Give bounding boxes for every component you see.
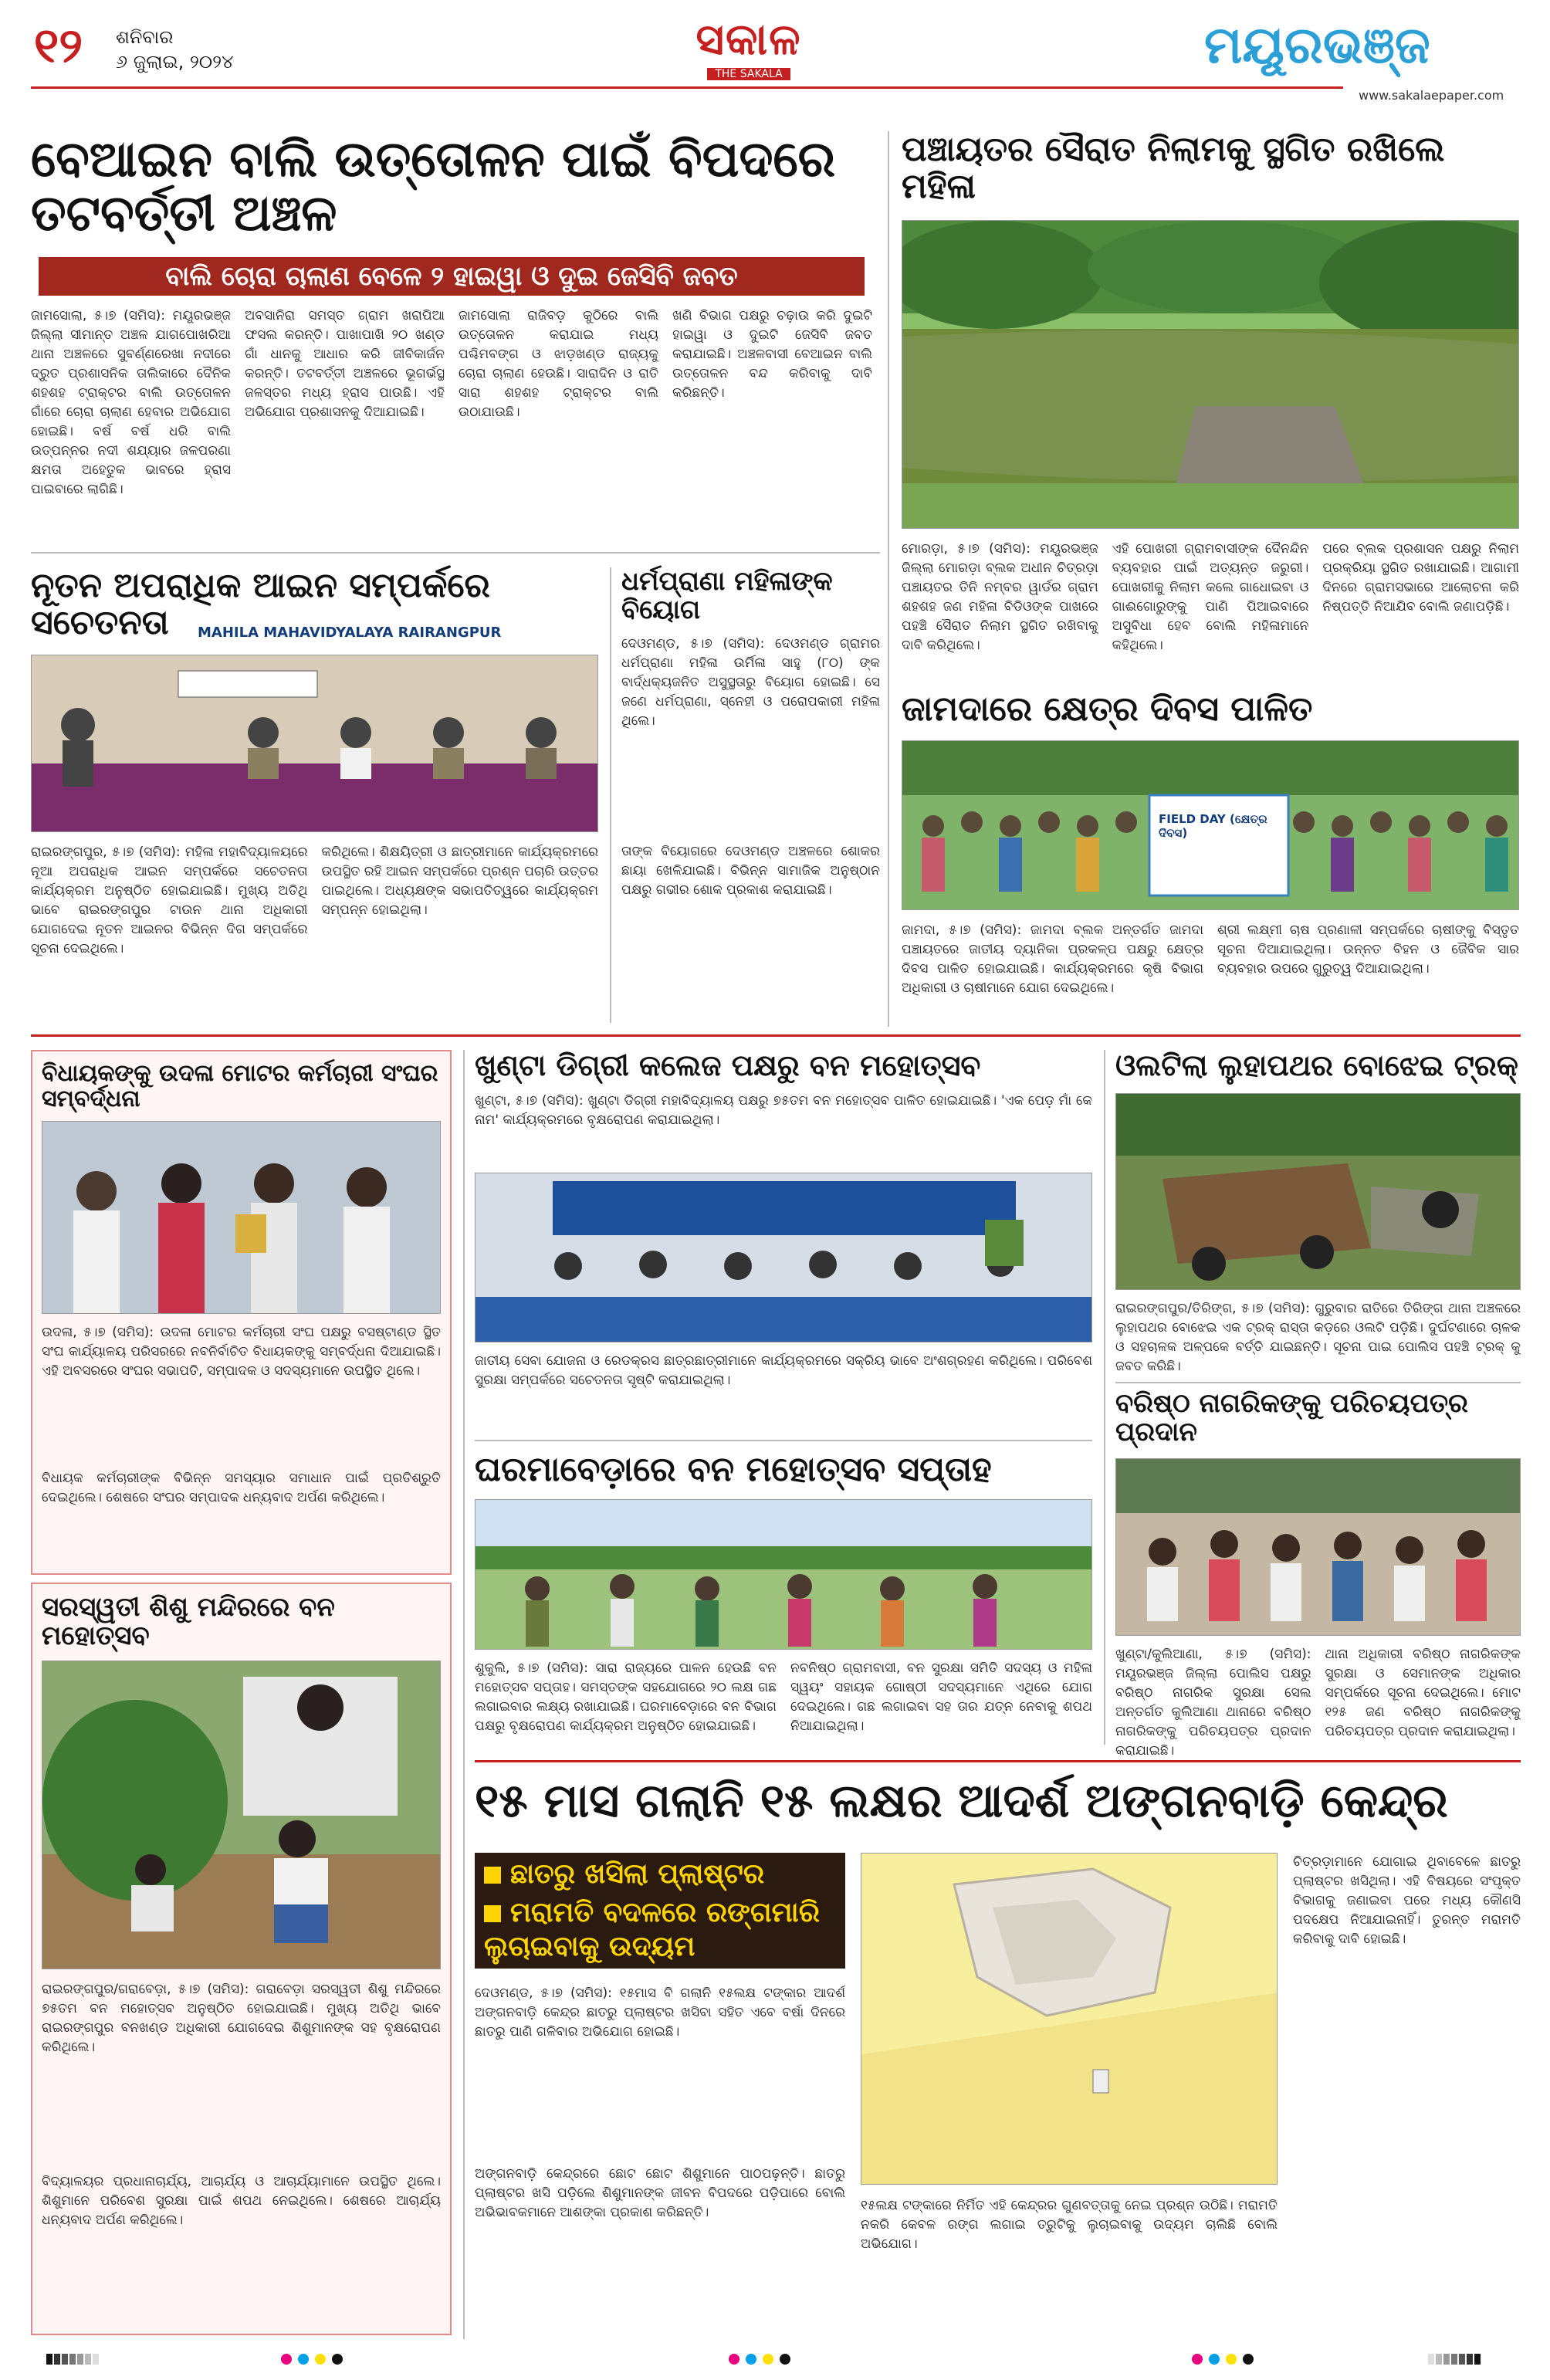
college-event-illustration	[475, 1173, 1092, 1342]
color-dots	[278, 2353, 346, 2368]
body-column: ଶୁକୁଲି, ୫।୭ (ସମିସ): ସାରା ରାଜ୍ୟରେ ପାଳନ ହେଉଛି ବନ ମହୋତ୍ସବ ସପ୍ତାହ। ସମସ୍ତଙ୍କ ସହଯୋଗରେ ୨୦ ଲକ୍ଷ ଗଛ ଲଗାଇବାର ଲକ୍ଷ୍ୟ ରଖାଯାଇଛି। ଘରମାବେଡ଼ାରେ ବନ ବିଭାଗ ପକ୍ଷରୁ ବୃକ୍ଷରୋପଣ କାର୍ଯ୍ୟକ୍ରମ ଅନୁଷ୍ଠିତ ହୋଇଯାଇଛି।	[475, 1661, 777, 1735]
story-headline: ଜାମଦାରେ କ୍ଷେତ୍ର ଦିବସ ପାଳିତ	[902, 689, 1313, 729]
body-column: ୧୫ଲକ୍ଷ ଟଙ୍କାରେ ନିର୍ମିତ ଏହି କେନ୍ଦ୍ରର ଗୁଣବତ୍ତାକୁ ନେଇ ପ୍ରଶ୍ନ ଉଠିଛି। ମରାମତି ନକରି କେବଳ ରଙ୍ଗ ଲଗାଇ ତ୍ରୁଟିକୁ ଲୁଚାଇବାକୁ ଉଦ୍ୟମ ଚାଲିଛି ବୋଲି ଅଭିଯୋଗ।	[861, 2198, 1278, 2252]
story-body-right	[1293, 1853, 1521, 2331]
story-gharmabeda	[475, 1451, 1092, 1817]
body-column: ରାଇରଙ୍ଗପୁର/ତିରିଙ୍ଗ, ୫।୭ (ସମିସ): ଗୁରୁବାର ରାତିରେ ତିରିଙ୍ଗ ଥାନା ଅଞ୍ଚଳରେ ଲୁହାପଥର ବୋଝେଇ ଏକ ଟ୍ରକ୍ ରାସ୍ତା କଡ଼ରେ ଓଲଟି ପଡ଼ିଛି। ଦୁର୍ଘଟଣାରେ ଚାଳକ ଓ ସହଚାଳକ ଅଳ୍ପକେ ବର୍ତ୍ତି ଯାଇଛନ୍ତି। ସୂଚନା ପାଇ ପୋଲିସ ପହଞ୍ଚି ଟ୍ରକ୍ କୁ ଜବତ କରିଛି।	[1115, 1300, 1521, 1374]
body-column: ମୋରଡ଼ା, ୫।୭ (ସମିସ): ମୟୂରଭଞ୍ଜ ଜିଲ୍ଲା ମୋରଡ଼ା ବ୍ଲକ ଅଧୀନ ଚିତ୍ରଡ଼ା ପଞ୍ଚାୟତର ତିନି ନମ୍ବର ୱାର୍ଡର ଗ୍ରାମ ଶହଶହ ଜଣ ମହିଳା ବିଡିଓଙ୍କ ପାଖରେ ପହଞ୍ଚି ସୈରାତ ନିଲାମ ସ୍ଥଗିତ ରଖିବାକୁ ଦାବି କରିଥିଲେ।	[902, 540, 1098, 653]
story-headline: ୧୫ ମାସ ଗଲାନି ୧୫ ଲକ୍ଷର ଆଦର୍ଶ ଅଙ୍ଗନବାଡ଼ି କେନ୍ଦ୍ର	[475, 1774, 1448, 1828]
body-column: ପରେ ବ୍ଲକ ପ୍ରଶାସନ ପକ୍ଷରୁ ନିଲାମ ପ୍ରକ୍ରିୟା ସ୍ଥଗିତ ରଖାଯାଇଛି। ଆଗାମୀ ଦିନରେ ଗ୍ରାମସଭାରେ ଆଲୋଚନା କରି ନିଷ୍ପତ୍ତି ନିଆଯିବ ବୋଲି ଜଣାପଡ଼ିଛି।	[1322, 540, 1520, 614]
section-rule	[475, 1760, 1521, 1762]
ceiling-illustration	[861, 1854, 1278, 2185]
senior-citizens-illustration	[1116, 1459, 1521, 1636]
story-senior-citizens	[1115, 1390, 1521, 1788]
story-body-middle	[861, 2196, 1278, 2335]
body-column: ଦେଓମଣ୍ଡ, ୫।୭ (ସମିସ): ୧୫ମାସ ବି ଗଲାନି ୧୫ଲକ୍ଷ ଟଙ୍କାର ଆଦର୍ଶ ଅଙ୍ଗନବାଡ଼ି କେନ୍ଦ୍ର ଛାତରୁ ପ୍ଲାଷ୍ଟର ଖସିବା ସହିତ ଏବେ ବର୍ଷା ଦିନରେ ଛାତରୁ ପାଣି ଗଳିବାର ଅଭିଯୋଗ ହୋଇଛି।	[475, 1986, 845, 2040]
story-headline: ସରସ୍ୱତୀ ଶିଶୁ ମନ୍ଦିରରେ ବନ ମହୋତ୍ସବ	[42, 1592, 335, 1652]
column-divider	[610, 567, 611, 1023]
bullet-text: ମରାମତି ବଦଳରେ ରଙ୍ଗମାରି ଲୁଚାଇବାକୁ ଉଦ୍ୟମ	[484, 1897, 821, 1962]
truck-photo	[1115, 1093, 1521, 1290]
highlight-bullet	[475, 1896, 845, 1964]
body-column: ଖଣି ବିଭାଗ ପକ୍ଷରୁ ଚଢ଼ାଉ କରି ଦୁଇଟି ହାଇୱା ଓ ଦୁଇଟି ଜେସିବି ଜବତ କରାଯାଇଛି। ଅଞ୍ଚଳବାସୀ ବେଆଇନ ବାଲି ଉତ୍ତୋଳନ ବନ୍ଦ କରିବାକୁ ଦାବି କରିଛନ୍ତି।	[672, 307, 872, 401]
body-column: ବିଧାୟକ କର୍ମଚାରୀଙ୍କ ବିଭିନ୍ନ ସମସ୍ୟାର ସମାଧାନ ପାଇଁ ପ୍ରତିଶ୍ରୁତି ଦେଇଥିଲେ। ଶେଷରେ ସଂଘର ସମ୍ପାଦକ ଧନ୍ୟବାଦ ଅର୍ପଣ କରିଥିଲେ।	[42, 1471, 441, 1505]
date: ୬ ଜୁଲାଇ, ୨୦୨୪	[116, 51, 234, 73]
color-dots	[1189, 2353, 1257, 2368]
seminar-illustration	[32, 655, 598, 832]
story-khunta-college	[475, 1050, 1092, 1444]
tree-planting-illustration	[475, 1500, 1092, 1650]
section-title: ମୟୂରଭଞ୍ଜ	[1204, 15, 1430, 75]
body-column: ରାଇରଙ୍ଗପୁର/ଗରାବେଡ଼ା, ୫।୭ (ସମିସ): ଗରାବେଡ଼ା ସରସ୍ୱତୀ ଶିଶୁ ମନ୍ଦିରରେ ୭୫ତମ ବନ ମହୋତ୍ସବ ଅନୁଷ୍ଠିତ ହୋଇଯାଇଛି। ମୁଖ୍ୟ ଅତିଥି ଭାବେ ରାଇରଙ୍ଗପୁର ବନଖଣ୍ଡ ଅଧିକାରୀ ଯୋଗଦେଇ ଶିଶୁମାନଙ୍କ ସହ ବୃକ୍ଷରୋପଣ କରିଥିଲେ।	[42, 1981, 441, 2055]
story-headline: ବିଧାୟକଙ୍କୁ ଉଦଳା ମୋଟର କର୍ମଚାରୀ ସଂଘର ସମ୍ବର୍ଦ୍ଧନା	[42, 1060, 438, 1112]
story-body	[621, 635, 880, 1036]
body-column: ଥାନା ଅଧିକାରୀ ବରିଷ୍ଠ ନାଗରିକଙ୍କ ସୁରକ୍ଷା ଓ ସେମାନଙ୍କ ଅଧିକାର ସମ୍ପର୍କରେ ସୂଚନା ଦେଇଥିଲେ। ମୋଟ ୧୨୫ ଜଣ ବରିଷ୍ଠ ନାଗରିକଙ୍କୁ ପରିଚୟପତ୍ର ପ୍ରଦାନ କରାଯାଇଥିଲା।	[1325, 1646, 1521, 1739]
section-rule	[475, 1440, 1092, 1441]
bullet-square-icon	[484, 1905, 501, 1922]
damaged-ceiling-photo	[861, 1853, 1278, 2185]
seminar-photo: MAHILA MAHAVIDYALAYA RAIRANGPUR	[31, 655, 598, 832]
felicitation-photo	[42, 1121, 441, 1314]
story-anganwadi	[475, 1774, 1521, 2252]
body-column: ଏହି ପୋଖରୀ ଗ୍ରାମବାସୀଙ୍କ ଦୈନନ୍ଦିନ ବ୍ୟବହାର ପାଇଁ ଅତ୍ୟନ୍ତ ଜରୁରୀ। ପୋଖରୀକୁ ନିଲାମ କଲେ ଗାଧୋଇବା ଓ ଗାଈଗୋରୁଙ୍କୁ ପାଣି ପିଆଇବାରେ ଅସୁବିଧା ହେବ ବୋଲି ମହିଳାମାନେ କହିଥିଲେ।	[1112, 540, 1309, 653]
body-column: ଅବସାନିରା ସମସ୍ତ ଗ୍ରାମ ଖରାପିଆ ଫସଲ କରନ୍ତି। ପାଖାପାଖି ୨୦ ଖଣ୍ଡ ଗାଁ ଧାନକୁ ଆଧାର କରି ଜୀବିକାର୍ଜନ କରନ୍ତି। ତଟବର୍ତ୍ତୀ ଅଞ୍ଚଳରେ ଭୂଗର୍ଭସ୍ଥ ଜଳସ୍ତର ମଧ୍ୟ ହ୍ରାସ ପାଉଛି। ଏହି ଅଭିଯୋଗ ପ୍ରଶାସନକୁ ଦିଆଯାଇଛି।	[245, 307, 445, 420]
story-body	[1115, 1645, 1521, 1788]
color-dots	[726, 2353, 794, 2368]
story-sand-mining	[31, 133, 872, 561]
body-column: ନବନିଷ୍ଠ ଗ୍ରାମବାସୀ, ବନ ସୁରକ୍ଷା ସମିତି ସଦସ୍ୟ ଓ ମହିଳା ସ୍ୱୟଂ ସହାୟକ ଗୋଷ୍ଠୀ ସଦସ୍ୟମାନେ ଏଥିରେ ଯୋଗ ଦେଇଥିଲେ। ଗଛ ଲଗାଇବା ସହ ତାର ଯତ୍ନ ନେବାକୁ ଶପଥ ନିଆଯାଇଥିଲା।	[790, 1661, 1092, 1735]
story-headline: ଧର୍ମପ୍ରାଣା ମହିଳାଙ୍କ ବିୟୋଗ	[621, 566, 833, 626]
section-rule	[31, 1034, 1521, 1037]
column-divider	[888, 131, 889, 1027]
story-body	[31, 306, 872, 561]
truck-illustration	[1116, 1094, 1521, 1290]
highlight-box	[475, 1853, 845, 1969]
bullet-square-icon	[484, 1867, 501, 1884]
page-number: ୧୨	[34, 17, 83, 73]
senior-citizens-photo	[1115, 1458, 1521, 1636]
story-headline: ବେଆଇନ ବାଲି ଉତ୍ତୋଳନ ପାଇଁ ବିପଦରେ ତଟବର୍ତ୍ତୀ ଅଞ୍ଚଳ	[31, 131, 836, 243]
story-headline: ବରିଷ୍ଠ ନାଗରିକଙ୍କୁ ପରିଚୟପତ୍ର ପ୍ରଦାନ	[1115, 1388, 1468, 1448]
print-registration-marks	[0, 2347, 1550, 2370]
story-obituary	[621, 567, 880, 1036]
website-link[interactable]: www.sakalaepaper.com	[1359, 88, 1504, 103]
college-event-photo	[475, 1173, 1092, 1342]
story-headline: ଓଲଟିଲା ଲୁହାପଥର ବୋଝେଇ ଟ୍ରକ୍	[1115, 1048, 1518, 1082]
grey-bars	[1428, 2353, 1482, 2368]
body-column: ତାଙ୍କ ବିୟୋଗରେ ଦେଓମଣ୍ଡ ଅଞ୍ଚଳରେ ଶୋକର ଛାୟା ଖେଳିଯାଇଛି। ବିଭିନ୍ନ ସାମାଜିକ ଅନୁଷ୍ଠାନ ପକ୍ଷରୁ ଗଭୀର ଶୋକ ପ୍ରକାଶ କରାଯାଇଛି।	[621, 843, 880, 898]
story-body	[42, 1980, 441, 2351]
body-column: କରିଥିଲେ। ଶିକ୍ଷୟିତ୍ରୀ ଓ ଛାତ୍ରୀମାନେ କାର୍ଯ୍ୟକ୍ରମରେ ଉପସ୍ଥିତ ରହି ଆଇନ ସମ୍ପର୍କରେ ପ୍ରଶ୍ନ ପଚାରି ଉତ୍ତର ପାଇଥିଲେ। ଅଧ୍ୟକ୍ଷଙ୍କ ସଭାପତିତ୍ୱରେ କାର୍ଯ୍ୟକ୍ରମ ସମ୍ପନ୍ନ ହୋଇଥିଲା।	[321, 844, 598, 918]
pond-illustration	[902, 221, 1519, 529]
column-divider	[1104, 1050, 1105, 1745]
body-column: ଜାମସୋଲା ରାଜିବଡ଼ କୁଠିରେ ବାଲି ଉତ୍ତୋଳନ କରାଯାଇ ମଧ୍ୟ ପଶ୍ଚିମବଙ୍ଗ ଓ ଝାଡ଼ଖଣ୍ଡ ରାଜ୍ୟକୁ ଚୋରା ଚାଲାଣ ହେଉଛି। ସାରାଦିନ ଓ ରାତି ସାରା ଶହଶହ ଟ୍ରାକ୍ଟର ବାଲି ଉଠାଯାଉଛି।	[459, 307, 658, 420]
story-body	[475, 1352, 1092, 1444]
banner-text: FIELD DAY (କ୍ଷେତ୍ର ଦିବସ)	[1154, 811, 1284, 841]
story-mla-felicitation	[31, 1050, 452, 1575]
tree-planting-photo	[475, 1499, 1092, 1650]
story-intro	[475, 1092, 1092, 1165]
masthead-title: ସକାଳ	[695, 14, 802, 65]
body-column: ଚିତ୍ରଡ଼ାମାନେ ଯୋଗାଇ ଥିବାବେଳେ ଛାତରୁ ପ୍ଲାଷ୍ଟର ଖସିଥିଲା। ଏହି ବିଷୟରେ ସଂପୃକ୍ତ ବିଭାଗକୁ ଜଣାଇବା ପରେ ମଧ୍ୟ କୌଣସି ପଦକ୍ଷେପ ନିଆଯାଇନାହିଁ। ତୁରନ୍ତ ମରାମତି କରିବାକୁ ଦାବି ହୋଇଛି।	[1293, 1854, 1521, 1947]
story-field-day	[902, 691, 1519, 1037]
body-column: ଜାମଦା, ୫।୭ (ସମିସ): ଜାମଦା ବ୍ଲକ ଅନ୍ତର୍ଗତ ଜାମଦା ପଞ୍ଚାୟତରେ ଜାତୀୟ ଦ୍ୟାନିକା ପ୍ରକଳ୍ପ ପକ୍ଷରୁ କ୍ଷେତ୍ର ଦିବସ ପାଳିତ ହୋଇଯାଇଛି। କାର୍ଯ୍ୟକ୍ରମରେ କୃଷି ବିଭାଗ ଅଧିକାରୀ ଓ ଚାଷୀମାନେ ଯୋଗ ଦେଇଥିଲେ।	[902, 923, 1203, 997]
story-body-left	[475, 1984, 845, 2331]
body-column: ଶ୍ରୀ ଲକ୍ଷ୍ମୀ ଚାଷ ପ୍ରଣାଳୀ ସମ୍ପର୍କରେ ଚାଷୀଙ୍କୁ ବିସ୍ତୃତ ସୂଚନା ଦିଆଯାଇଥିଲା। ଉନ୍ନତ ବିହନ ଓ ଜୈବିକ ସାର ବ୍ୟବହାର ଉପରେ ଗୁରୁତ୍ୱ ଦିଆଯାଇଥିଲା।	[1217, 923, 1519, 977]
story-body	[902, 921, 1519, 1037]
story-pond-auction	[902, 131, 1519, 740]
story-body	[42, 1323, 441, 1601]
field-day-photo	[902, 740, 1519, 910]
story-shishu-mandir	[31, 1583, 452, 2335]
story-subhead: ବାଲି ଚୋରା ଚାଲାଣ ବେଳେ ୨ ହାଇୱା ଓ ଦୁଇ ଜେସିବି ଜବତ	[39, 257, 865, 296]
planting-photo	[42, 1661, 441, 1969]
day: ଶନିବାର	[116, 26, 174, 48]
bullet-text: ଛାତରୁ ଖସିଲା ପ୍ଲାଷ୍ଟର	[510, 1858, 765, 1890]
body-column: ବିଦ୍ୟାଳୟର ପ୍ରଧାନାଚାର୍ଯ୍ୟ, ଆଚାର୍ଯ୍ୟ ଓ ଆଚାର୍ଯ୍ୟାମାନେ ଉପସ୍ଥିତ ଥିଲେ। ଶିଶୁମାନେ ପରିବେଶ ସୁରକ୍ଷା ପାଇଁ ଶପଥ ନେଇଥିଲେ। ଶେଷରେ ଆଚାର୍ଯ୍ୟ ଧନ୍ୟବାଦ ଅର୍ପଣ କରିଥିଲେ।	[42, 2173, 441, 2228]
pond-photo	[902, 220, 1519, 529]
body-column: ଉଦଳା, ୫।୭ (ସମିସ): ଉଦଳା ମୋଟର କର୍ମଚାରୀ ସଂଘ ପକ୍ଷରୁ ବସଷ୍ଟାଣ୍ଡ ସ୍ଥିତ ସଂଘ କାର୍ଯ୍ୟାଳୟ ପରିସରରେ ନବନିର୍ବାଚିତ ବିଧାୟକଙ୍କୁ ସମ୍ବର୍ଦ୍ଧନା ଦିଆଯାଇଛି। ଏହି ଅବସରରେ ସଂଘର ସଭାପତି, ସମ୍ପାଦକ ଓ ସଦସ୍ୟମାନେ ଉପସ୍ଥିତ ଥିଲେ।	[42, 1325, 441, 1379]
page-header	[0, 0, 1550, 103]
body-column: ଖୁଣ୍ଟା, ୫।୭ (ସମିସ): ଖୁଣ୍ଟା ଡିଗ୍ରୀ ମହାବିଦ୍ୟାଳୟ ପକ୍ଷରୁ ୭୫ତମ ବନ ମହୋତ୍ସବ ପାଳିତ ହୋଇଯାଇଛି। 'ଏକ ପେଡ଼ ମାଁ କେ ନାମ' କାର୍ଯ୍ୟକ୍ରମରେ ବୃକ୍ଷରୋପଣ କରାଯାଇଥିଲା।	[475, 1092, 1092, 1128]
body-column: ଦେଓମଣ୍ଡ, ୫।୭ (ସମିସ): ଦେଓମଣ୍ଡ ଗ୍ରାମର ଧର୍ମପ୍ରାଣା ମହିଳା ଉର୍ମିଳା ସାହୁ (୮୦) ଙ୍କ ବାର୍ଦ୍ଧକ୍ୟଜନିତ ଅସୁସ୍ଥତାରୁ ବିୟୋଗ ହୋଇଛି। ସେ ଜଣେ ଧର୍ମପ୍ରାଣା, ସ୍ନେହୀ ଓ ପରୋପକାରୀ ମହିଳା ଥିଲେ।	[621, 635, 880, 729]
body-column: ରାଇରଙ୍ଗପୁର, ୫।୭ (ସମିସ): ମହିଳା ମହାବିଦ୍ୟାଳୟରେ ନୂଆ ଅପରାଧିକ ଆଇନ ସମ୍ପର୍କରେ ସଚେତନତା କାର୍ଯ୍ୟକ୍ରମ ଅନୁଷ୍ଠିତ ହୋଇଯାଇଛି। ମୁଖ୍ୟ ଅତିଥି ଭାବେ ରାଇରଙ୍ଗପୁର ଟାଉନ ଥାନା ଅଧିକାରୀ ଯୋଗଦେଇ ନୂତନ ଆଇନର ବିଭିନ୍ନ ଦିଗ ସମ୍ପର୍କରେ ସୂଚନା ଦେଇଥିଲେ।	[31, 844, 308, 956]
story-body	[31, 843, 598, 1005]
body-column: ଅଙ୍ଗନବାଡ଼ି କେନ୍ଦ୍ରରେ ଛୋଟ ଛୋଟ ଶିଶୁମାନେ ପାଠପଢ଼ନ୍ତି। ଛାତରୁ ପ୍ଲାଷ୍ଟର ଖସି ପଡ଼ିଲେ ଶିଶୁମାନଙ୍କ ଜୀବନ ବିପଦରେ ପଡ଼ିପାରେ ବୋଲି ଅଭିଭାବକମାନେ ଆଶଙ୍କା ପ୍ରକାଶ କରିଛନ୍ତି।	[475, 2166, 845, 2220]
grey-bars	[46, 2353, 100, 2368]
masthead-logo	[656, 14, 841, 80]
highlight-bullet	[475, 1853, 845, 1896]
header-rule	[31, 86, 1343, 89]
story-headline: ଖୁଣ୍ଟା ଡିଗ୍ରୀ କଲେଜ ପକ୍ଷରୁ ବନ ମହୋତ୍ସବ	[475, 1048, 981, 1082]
story-headline: ପଞ୍ଚାୟତର ସୈରାତ ନିଲାମକୁ ସ୍ଥଗିତ ରଖିଲେ ମହିଳା	[902, 130, 1445, 207]
planting-illustration	[42, 1661, 441, 1969]
story-headline: ନୂତନ ଅପରାଧିକ ଆଇନ ସମ୍ପର୍କରେ ସଚେତନତା	[31, 566, 490, 643]
section-rule	[31, 552, 880, 554]
masthead-subtitle: THE SAKALA	[707, 68, 790, 80]
story-truck-overturn	[1115, 1050, 1521, 1396]
body-column: ଖୁଣ୍ଟା/କୁଲିଆଣା, ୫।୭ (ସମିସ): ମୟୂରଭଞ୍ଜ ଜିଲ୍ଲା ପୋଲିସ ପକ୍ଷରୁ ବରିଷ୍ଠ ନାଗରିକ ସୁରକ୍ଷା ସେଲ ଅନ୍ତର୍ଗତ କୁଲିଆଣା ଥାନାରେ ବରିଷ୍ଠ ନାଗରିକଙ୍କୁ ପରିଚୟପତ୍ର ପ୍ରଦାନ କରାଯାଇଛି।	[1115, 1646, 1311, 1759]
story-law-awareness	[31, 567, 598, 1005]
column-divider	[463, 1050, 465, 2339]
body-column: ଜାତୀୟ ସେବା ଯୋଜନା ଓ ରେଡକ୍ରସ ଛାତ୍ରଛାତ୍ରୀମାନେ କାର୍ଯ୍ୟକ୍ରମରେ ସକ୍ରିୟ ଭାବେ ଅଂଶଗ୍ରହଣ କରିଥିଲେ। ପରିବେଶ ସୁରକ୍ଷା ସମ୍ପର୍କରେ ସଚେତନତା ସୃଷ୍ଟି କରାଯାଇଥିଲା।	[475, 1353, 1092, 1388]
section-rule	[1115, 1382, 1521, 1383]
story-headline: ଘରମାବେଡ଼ାରେ ବନ ମହୋତ୍ସବ ସପ୍ତାହ	[475, 1450, 992, 1489]
date-block	[116, 25, 234, 74]
body-column: ଜାମସୋଲା, ୫।୭ (ସମିସ): ମୟୂରଭଞ୍ଜ ଜିଲ୍ଲା ସୀମାନ୍ତ ଅଞ୍ଚଳ ଯାଗପୋଖରିଆ ଥାନା ଅଞ୍ଚଳରେ ସୁବର୍ଣ୍ଣରେଖା ନଦୀରେ ଦ୍ରୁତ ପ୍ରଶାସନିକ ତାଲିକାରେ ଦୈନିକ ଶହଶହ ଟ୍ରାକ୍ଟର ବାଲି ଉତ୍ତୋଳନ ଗାଁରେ ଚୋରା ଚାଲାଣ ହେବାର ଅଭିଯୋଗ ହୋଇଛି। ବର୍ଷ ବର୍ଷ ଧରି ବାଲି ଉତ୍ପନ୍ନର ନଦୀ ଶଯ୍ୟାର ଜଳପରଣା କ୍ଷମତା ଅହେତୁକ ଭାବରେ ହ୍ରାସ ପାଇବାରେ ଲାଗିଛି।	[31, 307, 231, 497]
felicitation-illustration	[42, 1122, 441, 1314]
